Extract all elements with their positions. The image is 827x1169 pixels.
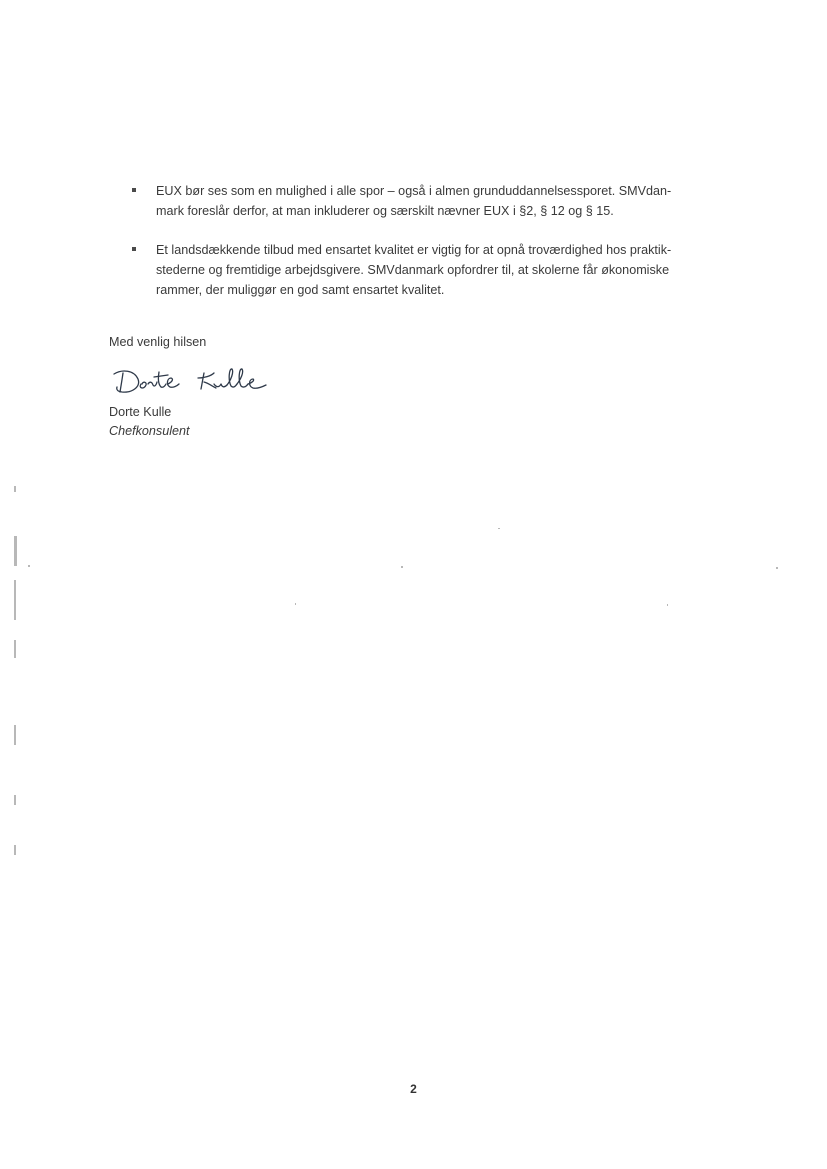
closing-salutation: Med venlig hilsen	[109, 335, 207, 349]
bullet-text-line: rammer, der muliggør en god samt ensartet kvalitet.	[156, 283, 445, 297]
page-number: 2	[410, 1082, 417, 1096]
signer-title: Chefkonsulent	[109, 424, 190, 438]
bullet-text-line: mark foreslår derfor, at man inkluderer og særskilt nævner EUX i §2, § 12 og § 15.	[156, 204, 614, 218]
bullet-text-line: EUX bør ses som en mulighed i alle spor – også i almen grunduddannelsessporet. SMVdan-	[156, 184, 672, 198]
bullet-text-line: stederne og fremtidige arbejdsgivere. SMVdanmark opfordrer til, at skolerne får økonomiske	[156, 263, 670, 277]
signer-name: Dorte Kulle	[109, 405, 172, 419]
bullet-text-line: Et landsdækkende tilbud med ensartet kvalitet er vigtig for at opnå troværdighed hos praktik-	[156, 243, 672, 257]
